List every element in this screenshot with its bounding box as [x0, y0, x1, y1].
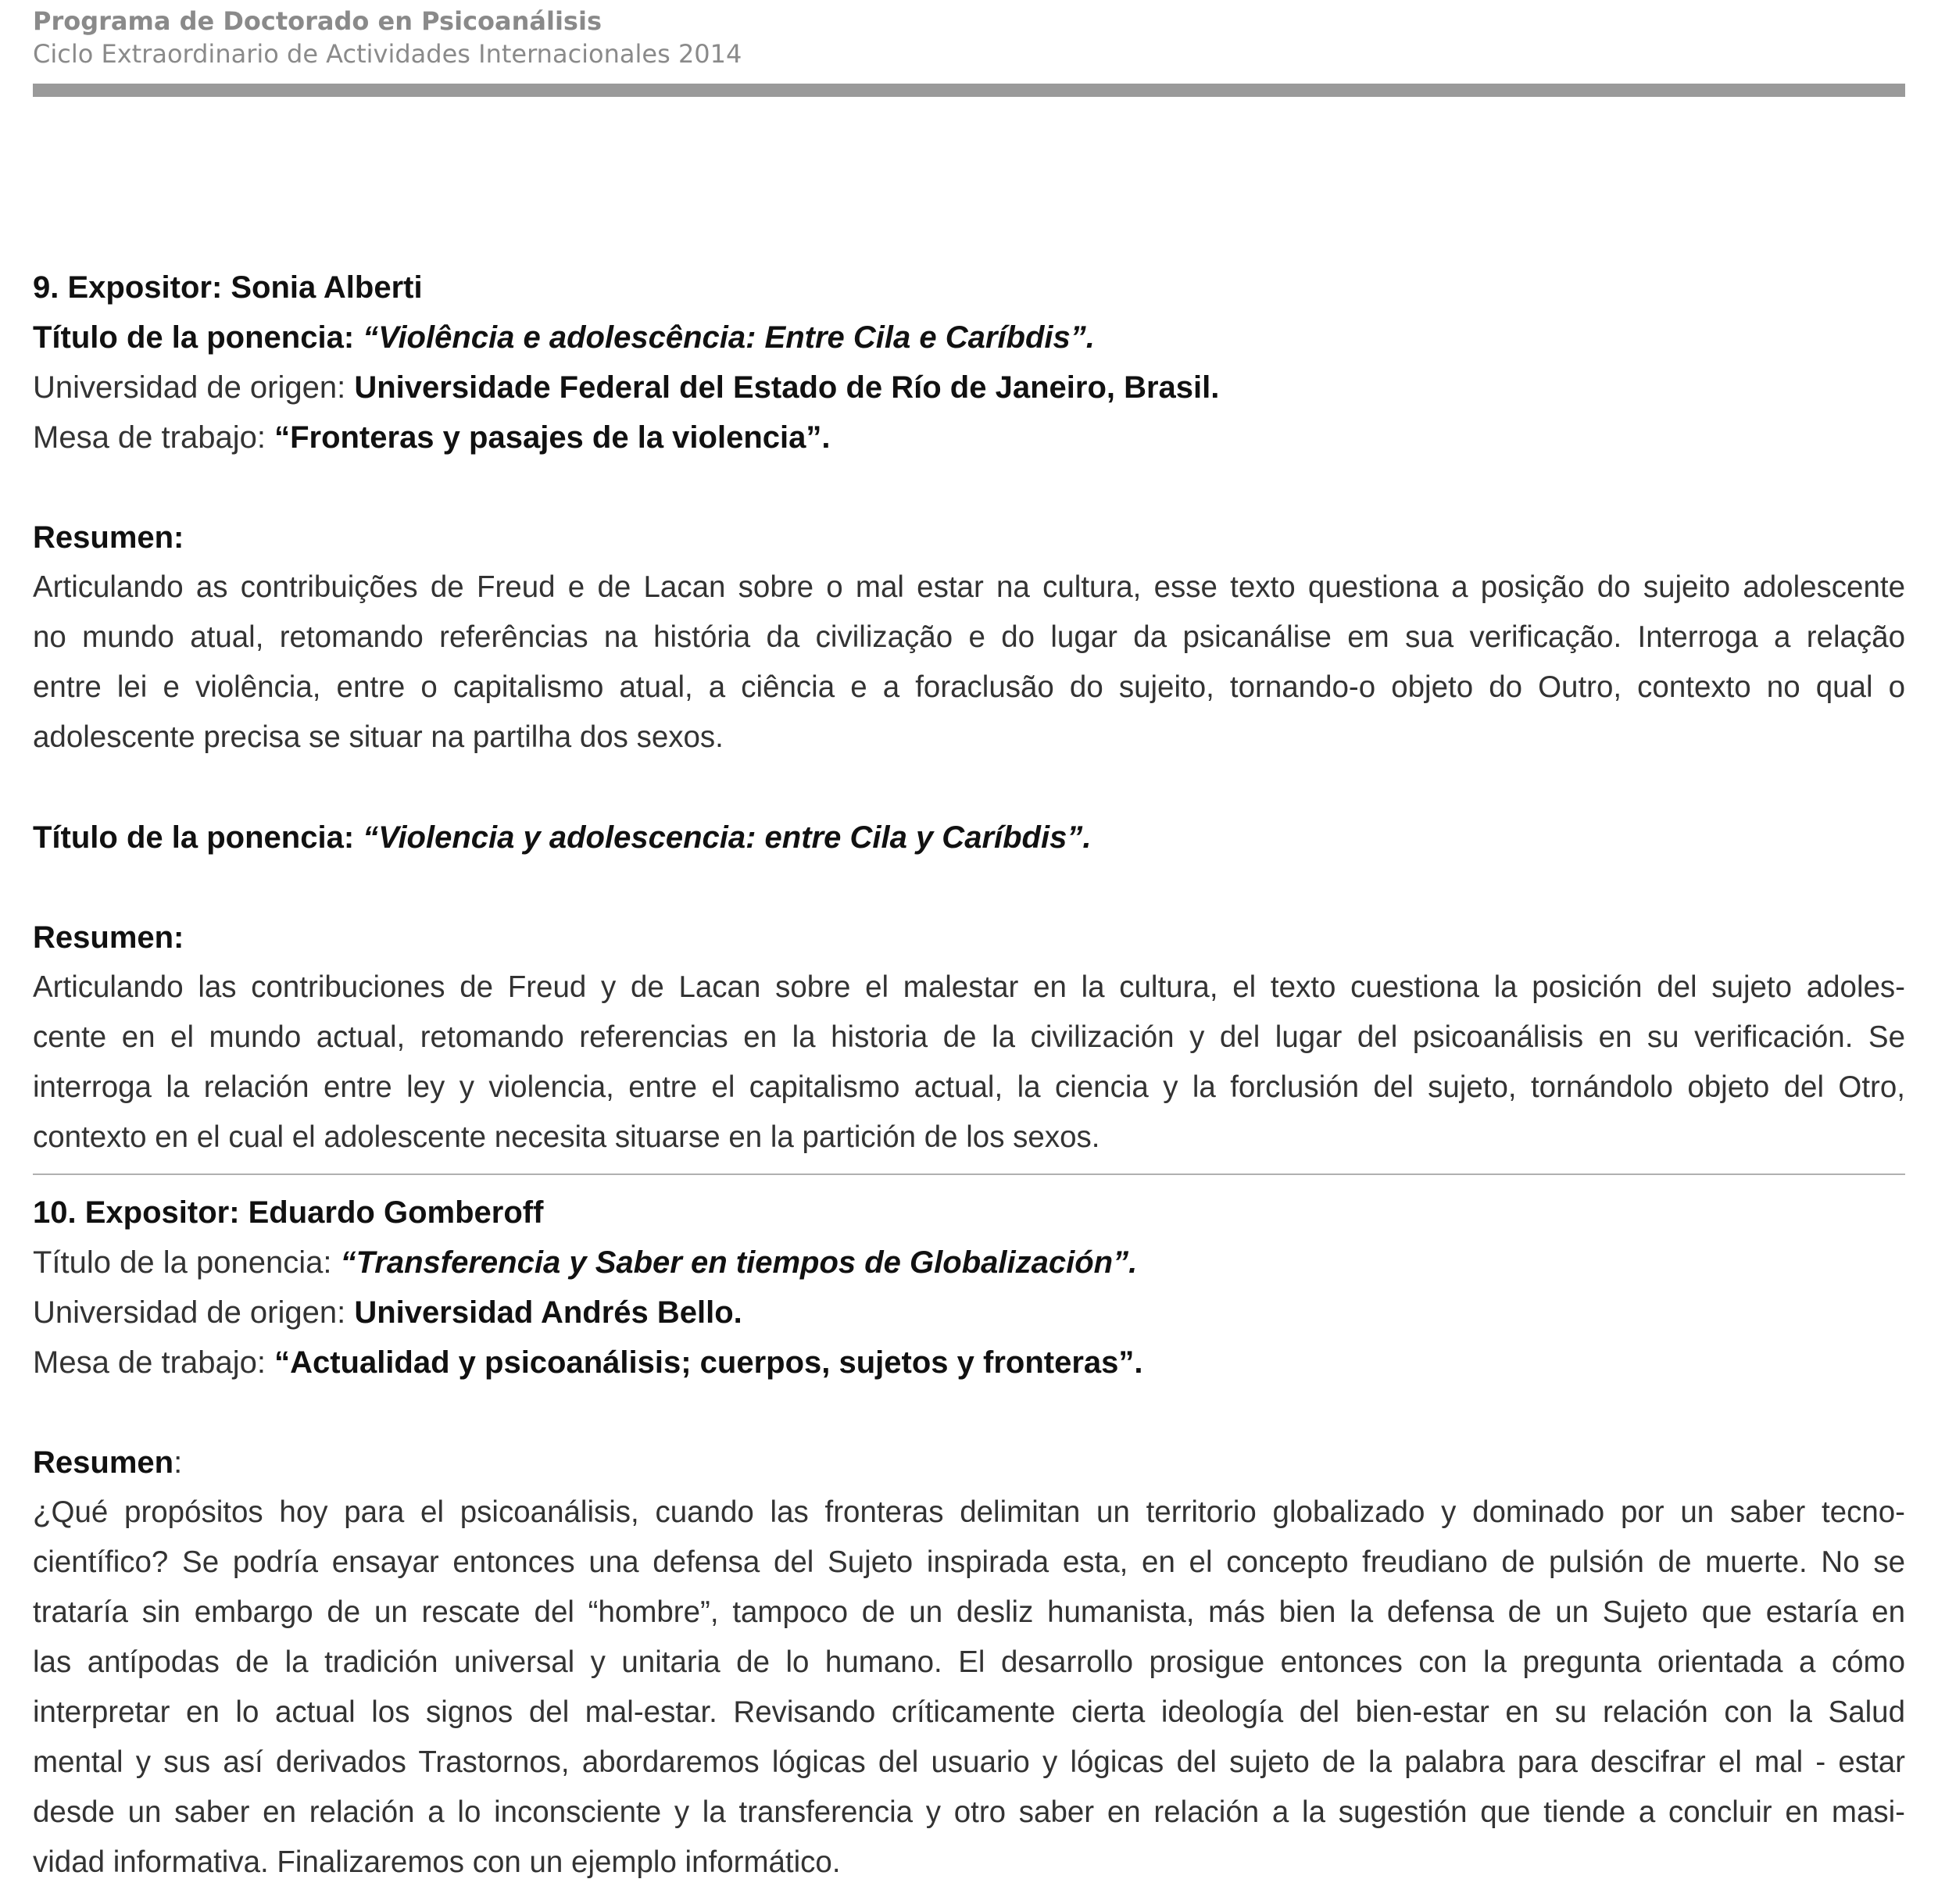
title-value: “Violencia y adolescencia: entre Cila y Caríbdis”. [363, 820, 1092, 855]
speaker-10-title [33, 1238, 1905, 1288]
university-label: Universidad de origen: [33, 1295, 355, 1330]
speaker-9-summary-heading-spanish: Resumen: [33, 920, 184, 955]
summary-line: no mundo atual, retomando referências na história da civilização e do lugar da psicanálise em sua verificação. Interroga a relação [33, 620, 1905, 654]
summary-colon: : [173, 1445, 183, 1480]
speaker-9-summary-spanish [33, 963, 1905, 1163]
summary-label: Resumen [33, 1445, 174, 1480]
summary-line: ¿Qué propósitos hoy para el psicoanálisis, cuando las fronteras delimitan un territorio globalizado y dominado por un saber tecno- [33, 1495, 1905, 1529]
summary-line: Articulando as contribuições de Freud e de Lacan sobre o mal estar na cultura, esse texto questiona a posição do sujeito adolescente [33, 570, 1905, 604]
summary-line: mental y sus así derivados Trastornos, abordaremos lógicas del usuario y lógicas del sujeto de la palabra para descifrar el mal - estar [33, 1745, 1905, 1779]
page-header [33, 5, 1908, 70]
summary-line: cente en el mundo actual, retomando referencias en la historia de la civilización y del lugar del psicoanálisis en su verificación. Se [33, 1020, 1905, 1054]
speaker-9-university [33, 363, 1905, 413]
summary-line: interpretar en lo actual los signos del mal-estar. Revisando críticamente cierta ideología del bien-estar en su relación con la Salud [33, 1695, 1905, 1729]
title-value: “Violência e adolescência: Entre Cila e Caríbdis”. [363, 320, 1095, 355]
document-body [33, 263, 1905, 1888]
summary-line: interroga la relación entre ley y violencia, entre el capitalismo actual, la ciencia y la forclusión del sujeto, tornándolo objeto del Otro, [33, 1070, 1905, 1104]
title-label: Título de la ponencia: [33, 320, 363, 355]
title-value: “Transferencia y Saber en tiempos de Globalización”. [340, 1245, 1138, 1280]
summary-line: vidad informativa. Finalizaremos con un ejemplo informático. [33, 1845, 841, 1879]
university-value: Universidad Andrés Bello. [354, 1295, 742, 1330]
speaker-10-heading: 10. Expositor: Eduardo Gomberoff [33, 1195, 544, 1230]
panel-label: Mesa de trabajo: [33, 1345, 275, 1380]
panel-value: “Fronteras y pasajes de la violencia”. [274, 420, 831, 455]
cycle-subtitle: Ciclo Extraordinario de Actividades Internacionales 2014 [33, 39, 742, 69]
title-label: Título de la ponencia: [33, 1245, 341, 1280]
section-divider [33, 1173, 1905, 1175]
summary-line: contexto en el cual el adolescente necesita situarse en la partición de los sexos. [33, 1120, 1100, 1154]
summary-line: trataría sin embargo de un rescate del “hombre”, tampoco de un desliz humanista, más bien la defensa de un Sujeto que estaría en [33, 1595, 1905, 1629]
program-title: Programa de Doctorado en Psicoanálisis [33, 6, 602, 36]
speaker-10-university [33, 1288, 1905, 1338]
summary-line: entre lei e violência, entre o capitalismo atual, a ciência e a foraclusão do sujeito, tornando-o objeto do Outro, contexto no qual o [33, 670, 1905, 704]
summary-line: desde un saber en relación a lo inconsciente y la transferencia y otro saber en relación a la sugestión que tiende a concluir en masi- [33, 1795, 1905, 1829]
speaker-10-summary-heading [33, 1438, 1905, 1488]
title-label: Título de la ponencia: [33, 820, 363, 855]
summary-line: científico? Se podría ensayar entonces una defensa del Sujeto inspirada esta, en el concepto freudiano de pulsión de muerte. No se [33, 1545, 1905, 1579]
speaker-9-summary-portuguese [33, 563, 1905, 763]
speaker-9-heading: 9. Expositor: Sonia Alberti [33, 270, 423, 305]
summary-line: adolescente precisa se situar na partilha dos sexos. [33, 720, 724, 754]
speaker-10-summary [33, 1488, 1905, 1888]
summary-line: las antípodas de la tradición universal y unitaria de lo humano. El desarrollo prosigue entonces con la pregunta orientada a cómo [33, 1645, 1905, 1679]
university-value: Universidade Federal del Estado de Río de Janeiro, Brasil. [354, 370, 1220, 405]
header-divider-bar [33, 84, 1905, 97]
speaker-9-summary-heading: Resumen: [33, 520, 184, 555]
speaker-9-title [33, 313, 1905, 363]
speaker-10-panel [33, 1338, 1905, 1388]
panel-value: “Actualidad y psicoanálisis; cuerpos, sujetos y fronteras”. [274, 1345, 1143, 1380]
summary-line: Articulando las contribuciones de Freud y de Lacan sobre el malestar en la cultura, el texto cuestiona la posición del sujeto adoles- [33, 970, 1905, 1004]
university-label: Universidad de origen: [33, 370, 355, 405]
speaker-9-title-spanish [33, 813, 1905, 863]
speaker-9-panel [33, 413, 1905, 463]
panel-label: Mesa de trabajo: [33, 420, 275, 455]
